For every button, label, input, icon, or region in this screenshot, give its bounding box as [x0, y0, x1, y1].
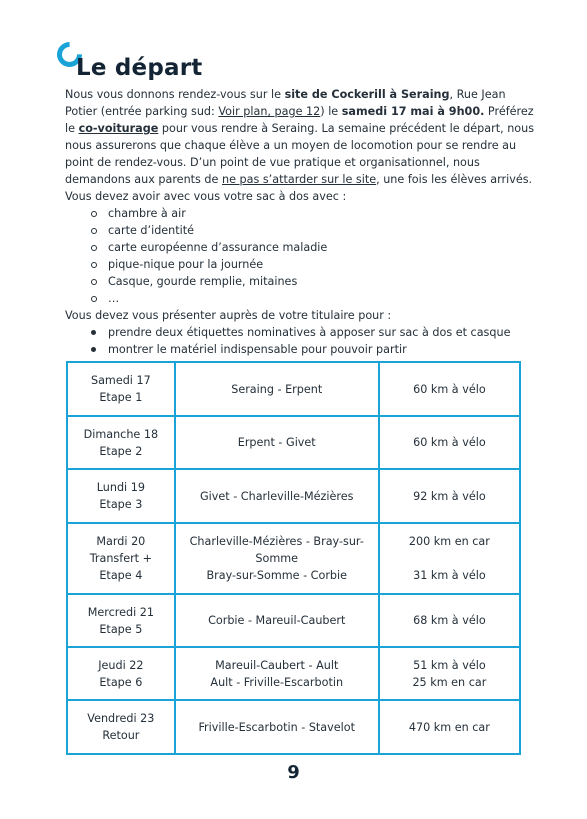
bag-list: [65, 205, 535, 307]
table-row: [67, 362, 520, 416]
intro-covoit: co-voiturage: [78, 122, 159, 135]
bag-heading: Vous devez avoir avec vous votre sac à dos avec :: [65, 190, 347, 203]
table-row: [67, 416, 520, 469]
distance-cell: 92 km à vélo: [379, 469, 520, 523]
route-cell: Givet - Charleville-Mézières: [175, 469, 379, 523]
table-row: [67, 647, 520, 700]
intro-text-3: ) le: [320, 105, 342, 118]
distance-cell: 60 km à vélo: [379, 362, 520, 416]
table-row: [67, 594, 520, 647]
distance-cell: 470 km en car: [379, 700, 520, 754]
page-number: 9: [287, 762, 300, 783]
day-cell: Lundi 19 Etape 3: [67, 469, 175, 523]
list-item: Casque, gourde remplie, mitaines: [65, 273, 535, 290]
day-cell: Vendredi 23 Retour: [67, 700, 175, 754]
intro-text-1: Nous vous donnons rendez-vous sur le: [65, 88, 285, 101]
table-row: [67, 469, 520, 523]
day-cell: Mercredi 21 Etape 5: [67, 594, 175, 647]
distance-cell: 60 km à vélo: [379, 416, 520, 469]
route-cell: Erpent - Givet: [175, 416, 379, 469]
distance-cell: 51 km à vélo 25 km en car: [379, 647, 520, 700]
route-cell: Mareuil-Caubert - Ault Ault - Friville-Escarbotin: [175, 647, 379, 700]
schedule-table: [66, 361, 521, 755]
list-item: montrer le matériel indispensable pour pouvoir partir: [65, 341, 535, 358]
route-cell: Charleville-Mézières - Bray-sur- Somme Bray-sur-Somme - Corbie: [175, 523, 379, 594]
intro-paragraph: [65, 86, 535, 188]
intro-text-5: pour vous rendre à Seraing. La semaine précédent le départ, nous nous assurerons que chaque élève a un moyen de locomotion pour se rendre au point de rendez-vous. D’un point de vue pratique et organisationnel, nous demandons aux parents de: [65, 122, 535, 186]
intro-ne-pas: ne pas s’attarder sur le site: [221, 173, 377, 186]
intro-site: site de Cockerill à Seraing: [284, 88, 450, 101]
page-title: Le départ: [76, 55, 203, 81]
intro-text-4: Préférez le: [65, 105, 534, 135]
table-row: [67, 700, 520, 754]
titulaire-heading: Vous devez vous présenter auprès de votre titulaire pour :: [65, 309, 392, 322]
distance-cell: 68 km à vélo: [379, 594, 520, 647]
list-item: prendre deux étiquettes nominatives à apposer sur sac à dos et casque: [65, 324, 535, 341]
day-cell: Jeudi 22 Etape 6: [67, 647, 175, 700]
day-cell: Dimanche 18 Etape 2: [67, 416, 175, 469]
route-cell: Friville-Escarbotin - Stavelot: [175, 700, 379, 754]
list-item: chambre à air: [65, 205, 535, 222]
intro-text-6: , une fois les élèves arrivés.: [376, 173, 533, 186]
list-item: carte d’identité: [65, 222, 535, 239]
intro-text-2: , Rue Jean Potier (entrée parking sud:: [65, 88, 506, 118]
plan-link[interactable]: Voir plan, page 12: [218, 105, 321, 118]
intro-date: samedi 17 mai à 9h00.: [341, 105, 485, 118]
table-row: [67, 523, 520, 594]
day-cell: Samedi 17 Etape 1: [67, 362, 175, 416]
route-cell: Corbie - Mareuil-Caubert: [175, 594, 379, 647]
list-item: carte européenne d’assurance maladie: [65, 239, 535, 256]
distance-cell: 200 km en car 31 km à vélo: [379, 523, 520, 594]
titulaire-list: [65, 324, 535, 358]
body-text: [65, 86, 535, 358]
list-item: …: [65, 290, 535, 307]
route-cell: Seraing - Erpent: [175, 362, 379, 416]
day-cell: Mardi 20 Transfert + Etape 4: [67, 523, 175, 594]
list-item: pique-nique pour la journée: [65, 256, 535, 273]
